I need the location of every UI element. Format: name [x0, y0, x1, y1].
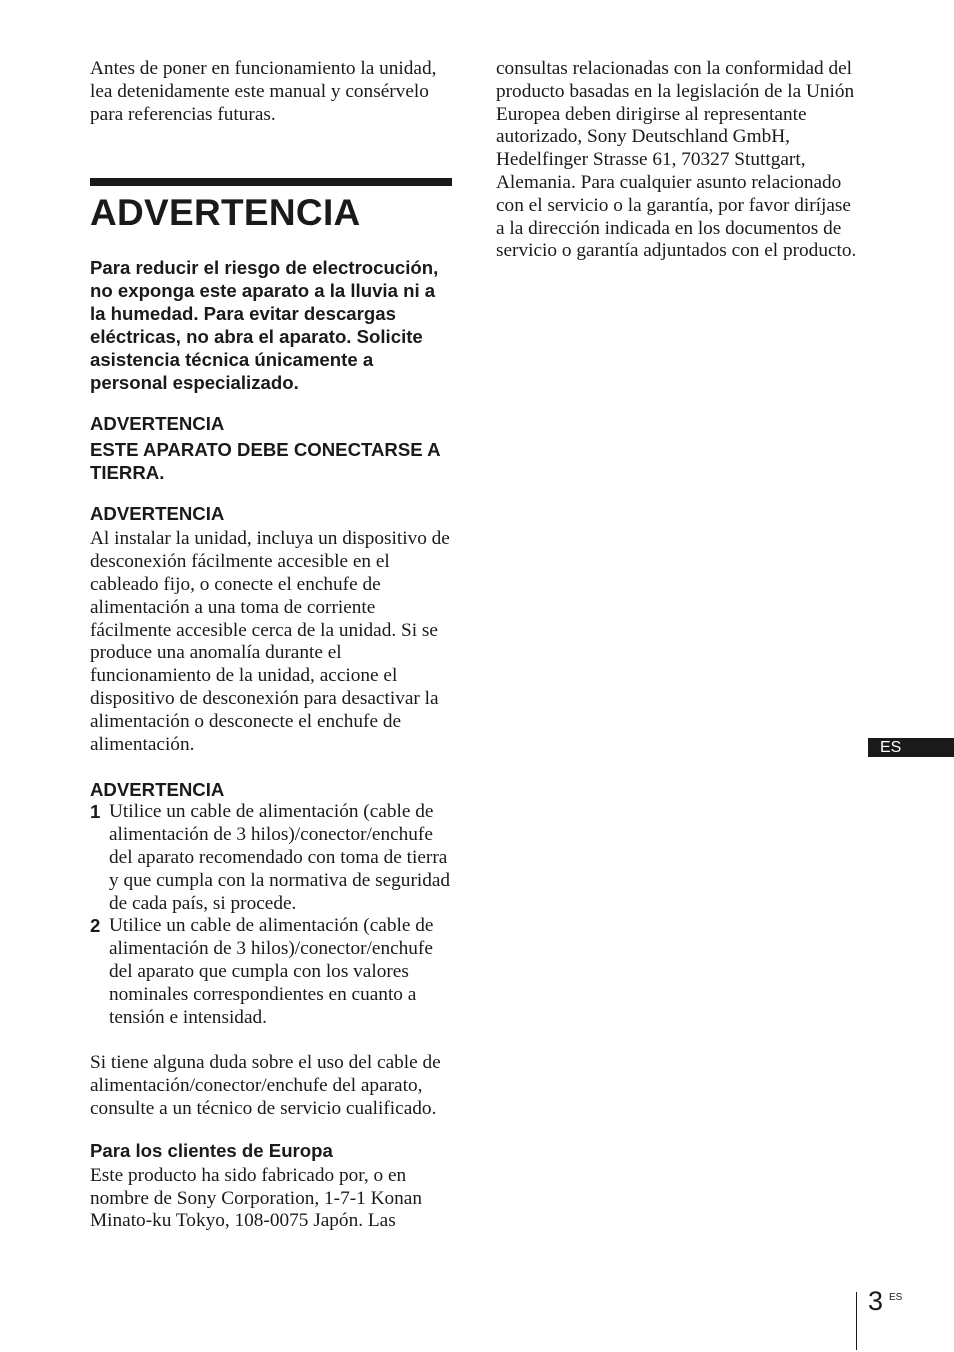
page-number-divider: [856, 1292, 857, 1350]
section-heading: ADVERTENCIA: [90, 503, 225, 525]
left-column: [90, 58, 452, 1233]
ground-warning: ESTE APARATO DEBE CONECTARSE A TIERRA.: [90, 439, 440, 484]
language-tab: ES: [868, 738, 954, 757]
section-europe: [90, 1139, 452, 1233]
page-number-suffix: ES: [889, 1292, 903, 1303]
continued-paragraph: consultas relacionadas con la conformidad del producto basadas en la legislación de la Unión Europea deben dirigirse al representante autorizado, Sony Deutschland GmbH, Hedelfinger Strasse 61, 70327 Stuttgart, Alemania. Para cualquier asunto relacionado con el servicio o la garantía, por favor diríjase a la dirección indicada en los documentos de servicio o garantía adjuntados con el producto.: [496, 58, 857, 262]
right-column: [496, 58, 858, 263]
section-body: Al instalar la unidad, incluya un dispositivo de desconexión fácilmente accesible en el cableado fijo, o conecte el enchufe de alimentación a una toma de corriente fácilmente accesible cerca de la unidad. Si se produce una anomalía durante el funcionamiento de la unidad, accione el dispositivo de desconexión para desactivar la alimentación o desconecte el enchufe de alimentación.: [90, 528, 450, 755]
intro-paragraph: Antes de poner en funcionamiento la unidad, lea detenidamente este manual y consérvelo para referencias futuras.: [90, 58, 437, 125]
list-text: Utilice un cable de alimentación (cable de alimentación de 3 hilos)/conector/enchufe del aparato recomendado con toma de tierra y que cumpla con la normativa de seguridad de cada país, si procede.: [109, 801, 451, 914]
page-number: 3: [868, 1286, 884, 1316]
list-item: [90, 915, 452, 1029]
numbered-list: [90, 801, 452, 1029]
section-heading: ADVERTENCIA: [90, 779, 225, 801]
section-disconnect: [90, 502, 452, 756]
title-rule: [90, 178, 452, 186]
page-title: ADVERTENCIA: [90, 192, 361, 234]
section-ground: [90, 412, 452, 484]
list-item: [90, 801, 452, 915]
section-heading: ADVERTENCIA: [90, 413, 225, 435]
main-warning: Para reducir el riesgo de electrocución, no exponga este aparato a la lluvia ni a la humedad. Para evitar descargas eléctricas, no abra el aparato. Solicite asistencia técnica únicamente a personal especializado.: [90, 257, 439, 394]
section-body: Este producto ha sido fabricado por, o en nombre de Sony Corporation, 1-7-1 Konan Minato-ku Tokyo, 108-0075 Japón. Las: [90, 1164, 423, 1232]
section-power-cord: [90, 778, 452, 1120]
list-number: 1: [90, 801, 101, 823]
section-note: Si tiene alguna duda sobre el uso del cable de alimentación/conector/enchufe del aparato, consulte a un técnico de servicio cualificado.: [90, 1052, 441, 1119]
section-heading: Para los clientes de Europa: [90, 1139, 333, 1161]
list-number: 2: [90, 915, 101, 937]
list-text: Utilice un cable de alimentación (cable de alimentación de 3 hilos)/conector/enchufe del aparato que cumpla con los valores nominales correspondientes en cuanto a tensión e intensidad.: [109, 915, 434, 1028]
